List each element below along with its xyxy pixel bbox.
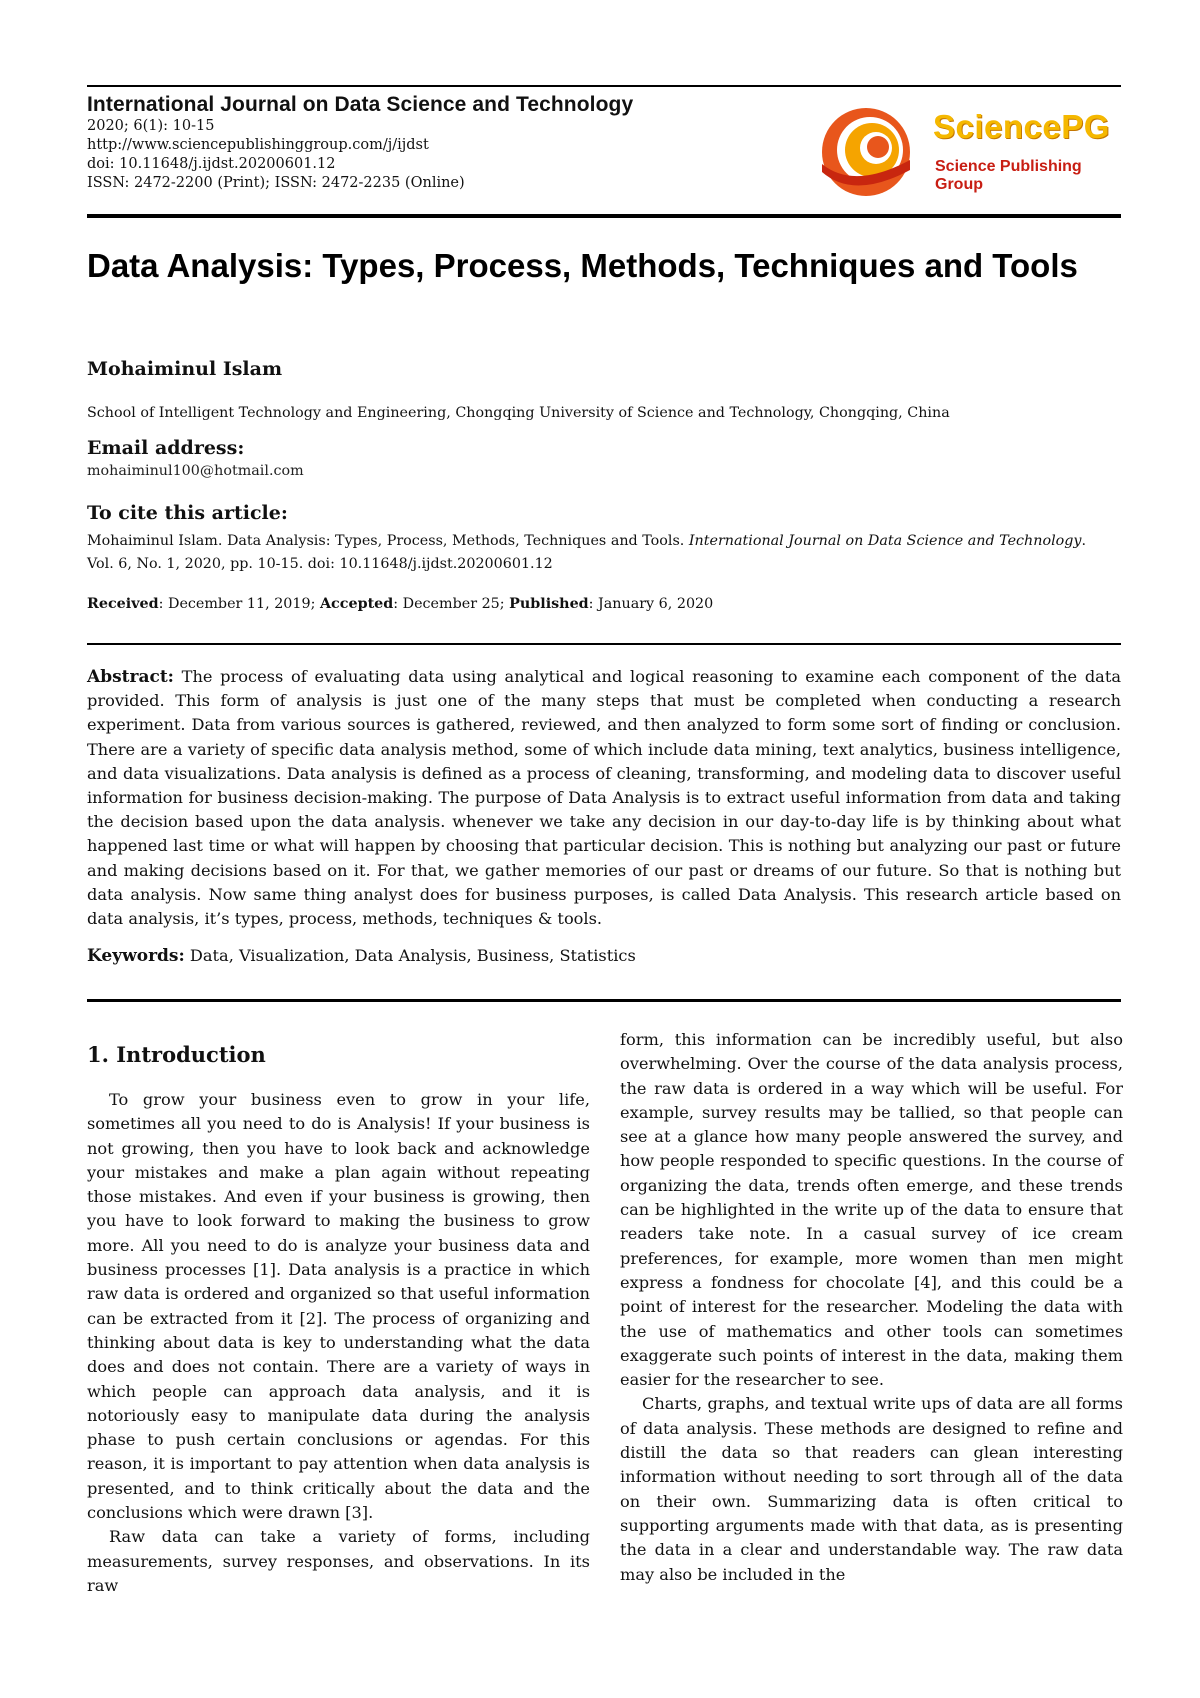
keywords-text: Data, Visualization, Data Analysis, Business, Statistics [189, 946, 636, 965]
sciencepg-logo-icon [814, 100, 918, 204]
publication-dates [87, 596, 713, 612]
volume-line: 2020; 6(1): 10-15 [87, 118, 215, 134]
citation-text [87, 530, 1117, 576]
logo-name: SciencePG [933, 108, 1110, 145]
intro-paragraph-2: Raw data can take a variety of forms, including measurements, survey responses, and observations. In its raw [87, 1527, 590, 1595]
author-affiliation: School of Intelligent Technology and Engineering, Chongqing University of Science and Technology, Chongqing, China [87, 405, 950, 421]
left-column [87, 1040, 590, 1598]
article-title: Data Analysis: Types, Process, Methods, Techniques and Tools [87, 247, 1078, 284]
abstract-top-rule [87, 643, 1121, 645]
abstract-text: The process of evaluating data using analytical and logical reasoning to examine each component of the data provided. This form of analysis is just one of the many steps that must be completed when conducting a research experiment. Data from various sources is gathered, reviewed, and then analyzed to form some sort of finding or conclusion. There are a variety of specific data analysis method, some of which include data mining, text analytics, business intelligence, and data visualizations. Data analysis is defined as a process of cleaning, transforming, and modeling data to discover useful information for business decision-making. The purpose of Data Analysis is to extract useful information from data and taking the decision based upon the data analysis. whenever we take any decision in our day-to-day life is by thinking about what happened last time or what will happen by choosing that particular decision. This is nothing but analyzing our past or future and making decisions based on it. For that, we gather memories of our past or dreams of our future. So that is nothing but data analysis. Now same thing analyst does for business purposes, is called Data Analysis. This research article based on data analysis, it’s types, process, methods, techniques & tools. [87, 667, 1121, 929]
keywords [87, 946, 1121, 966]
intro-paragraph-1: To grow your business even to grow in your life, sometimes all you need to do is Analysis! If your business is not growing, then you have to look back and acknowledge your mistakes and make a plan again without repeating those mistakes. And even if your business is growing, then you have to look forward to making the business to grow more. All you need to do is analyze your business data and business processes [1]. Data analysis is a practice in which raw data is ordered and organized so that useful information can be extracted from it [2]. The process of organizing and thinking about data is key to understanding what the data does and does not contain. There are a variety of ways in which people can approach data analysis, and it is notoriously easy to manipulate data during the analysis phase to push certain conclusions or agendas. For this reason, it is important to pay attention when data analysis is presented, and to think critically about the data and the conclusions which were drawn [3]. [87, 1090, 590, 1523]
author-email[interactable]: mohaiminul100@hotmail.com [87, 463, 304, 479]
right-column [620, 1028, 1123, 1587]
section-heading-introduction: 1. Introduction [87, 1042, 266, 1067]
accepted-date: : December 25; [393, 596, 510, 612]
received-label: Received [87, 596, 159, 612]
citation-journal: International Journal on Data Science and Technology [688, 533, 1082, 549]
abstract-label: Abstract: [87, 667, 174, 687]
accepted-label: Accepted [319, 596, 394, 612]
intro-paragraph-4: Charts, graphs, and textual write ups of data are all forms of data analysis. These methods are designed to refine and distill the data so that readers can glean interesting information without needing to sort through all of the data on their own. Summarizing data is often critical to supporting arguments made with that data, as is presenting the data in a clear and understandable way. The raw data may also be included in the [620, 1394, 1123, 1584]
abstract [87, 665, 1121, 931]
abstract-bottom-rule [87, 999, 1121, 1002]
logo-subtitle: Science Publishing Group [935, 158, 1082, 193]
published-label: Published [509, 596, 589, 612]
issn-line: ISSN: 2472-2200 (Print); ISSN: 2472-2235 (Online) [87, 175, 465, 191]
doi-line: doi: 10.11648/j.ijdst.20200601.12 [87, 156, 336, 172]
keywords-label: Keywords: [87, 946, 185, 966]
journal-url[interactable]: http://www.sciencepublishinggroup.com/j/ijdst [87, 137, 429, 153]
email-heading: Email address: [87, 437, 245, 459]
header-bottom-rule [87, 214, 1121, 218]
received-date: : December 11, 2019; [158, 596, 320, 612]
intro-paragraph-3: form, this information can be incredibly useful, but also overwhelming. Over the course of the data analysis process, the raw data is ordered in a way which will be useful. For example, survey results may be tallied, so that people can see at a glance how many people answered the survey, and how people responded to specific questions. In the course of organizing the data, trends often emerge, and these trends can be highlighted in the write up of the data to ensure that readers take note. In a casual survey of ice cream preferences, for example, more women than men might express a fondness for chocolate [4], and this could be a point of interest for the researcher. Modeling the data with the use of mathematics and other tools can sometimes exaggerate such points of interest in the data, making them easier for the researcher to see. [620, 1030, 1123, 1390]
cite-heading: To cite this article: [87, 502, 288, 524]
journal-header [87, 93, 1121, 215]
published-date: : January 6, 2020 [588, 596, 714, 612]
citation-main: Mohaiminul Islam. Data Analysis: Types, Process, Methods, Techniques and Tools. [87, 533, 685, 549]
journal-title: International Journal on Data Science and Technology [87, 93, 634, 116]
author-name: Mohaiminul Islam [87, 358, 283, 380]
citation-tail: . Vol. 6, No. 1, 2020, pp. 10-15. doi: 10.11648/j.ijdst.20200601.12 [87, 533, 1087, 572]
sciencepg-logo [814, 100, 1114, 204]
header-top-rule [87, 85, 1121, 87]
